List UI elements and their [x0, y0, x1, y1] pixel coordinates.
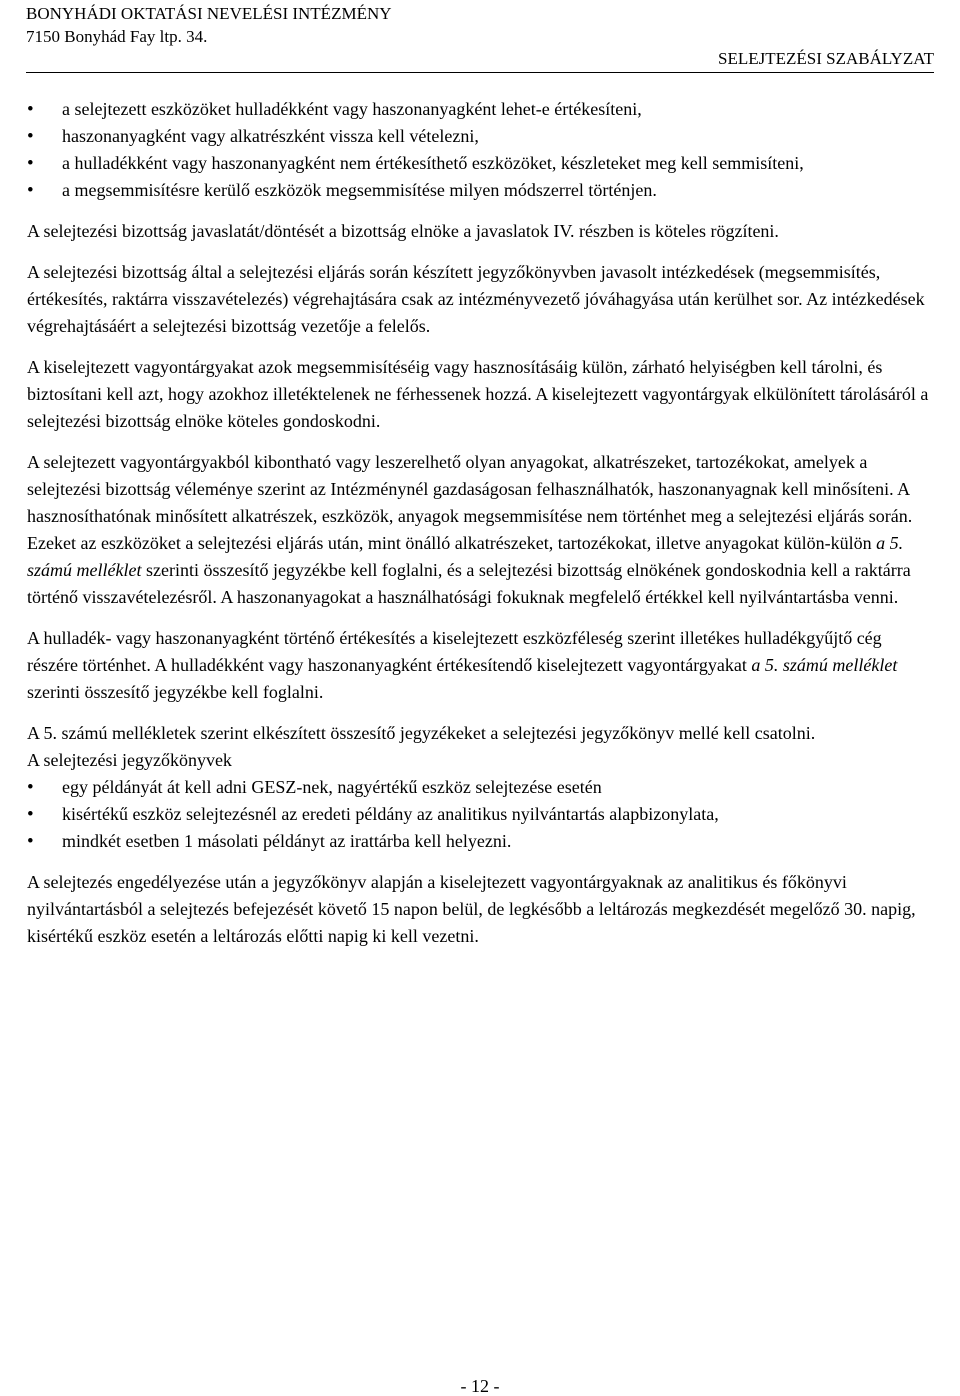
page-number: - 12 -	[460, 1376, 500, 1396]
paragraph-storage: A kiselejtezett vagyontárgyakat azok megsemmisítéséig vagy hasznosításáig külön, zárható helyiségben kell tárolni, és biztosítani kell azt, hogy azokhoz illetéktelenek ne férhessenek hozzá. A kiselejtezett vagyontárgyak elkülönített tárolásáról a selejtezési bizottság elnöke köteles gondoskodni.	[27, 357, 929, 431]
paragraph-sale-text-a: A hulladék- vagy haszonanyagként történő értékesítés a kiselejtezett eszközféleség szerint illetékes hulladékgyűjtő cég részére történhet. A hulladékként vagy haszonanyagként értékesítendő kiselejtezett vagyontárgyakat	[27, 628, 882, 675]
header-address: 7150 Bonyhád Fay ltp. 34.	[26, 27, 208, 46]
header-document-title: SELEJTEZÉSI SZABÁLYZAT	[718, 49, 934, 68]
paragraph-deregistration: A selejtezés engedélyezése után a jegyzőkönyv alapján a kiselejtezett vagyontárgyaknak az analitikus és főkönyvi nyilvántartásból a selejtezés befejezését követő 15 napon belül, de legkésőbb a leltározás megkezdését megelőző 30. napig, kisértékű eszköz esetén a leltározás előtti napig ki kell vezetni.	[27, 872, 916, 946]
paragraph-salvage	[27, 449, 934, 611]
list-item: • mindkét esetben 1 másolati példányt az irattárba kell helyezni.	[27, 828, 934, 855]
list-item: • a selejtezett eszközöket hulladékként vagy haszonanyagként lehet-e értékesíteni,	[27, 96, 934, 123]
paragraph-annex-attach: A 5. számú mellékletek szerint elkészített összesítő jegyzékeket a selejtezési jegyzőkönyv mellé kell csatolni.	[27, 723, 816, 743]
paragraph-sale-text-b: szerinti összesítő jegyzékbe kell foglalni.	[27, 682, 324, 702]
document-body	[27, 96, 934, 950]
paragraph-measures: A selejtezési bizottság által a selejtezési eljárás során készített jegyzőkönyvben javasolt intézkedések (megsemmisítés, értékesítés, raktárra visszavételezés) végrehajtására csak az intézményvezető jóváhagyása után kerülhet sor. Az intézkedések végrehajtásáért a selejtezési bizottság vezetője a felelős.	[27, 262, 925, 336]
header-divider	[26, 72, 934, 73]
annex-reference: a 5. számú melléklet	[27, 533, 904, 580]
paragraph-salvage-text-b: szerinti összesítő jegyzékbe kell foglalni, és a selejtezési bizottság elnökének gondoskodnia kell a raktárra történő visszavételezésről. A haszonanyagokat a használhatósági fokuknak megfelelő értékkel kell nyilvántartásba venni.	[27, 560, 911, 607]
list-item: • kisértékű eszköz selejtezésnél az eredeti példány az analitikus nyilvántartás alapbizonylata,	[27, 801, 934, 828]
paragraph-salvage-text-a: A selejtezett vagyontárgyakból kibontható vagy leszerelhető olyan anyagokat, alkatrészeket, tartozékokat, amelyek a selejtezési bizottság véleménye szerint az Intézménynél gazdaságosan felhasználhatók, haszonanyagnak kell minősíteni. A hasznosíthatónak minősített alkatrészek, eszközök, anyagok megsemmisítése nem történhet meg a selejtezési eljárás során. Ezeket az eszközöket a selejtezési eljárás után, mint önálló alkatrészeket, tartozékokat, illetve anyagokat külön-külön	[27, 452, 913, 553]
list-item: • haszonanyagként vagy alkatrészként vissza kell vételezni,	[27, 123, 934, 150]
header-organization: BONYHÁDI OKTATÁSI NEVELÉSI INTÉZMÉNY	[26, 4, 392, 23]
paragraph-sale	[27, 625, 934, 706]
bullet-list-decisions	[27, 96, 934, 204]
list-item: • a hulladékként vagy haszonanyagként nem értékesíthető eszközöket, készleteket meg kell semmisíteni,	[27, 150, 934, 177]
paragraph-minutes-heading: A selejtezési jegyzőkönyvek	[27, 750, 232, 770]
paragraph-committee-proposal: A selejtezési bizottság javaslatát/döntését a bizottság elnöke a javaslatok IV. részben is köteles rögzíteni.	[27, 221, 779, 241]
annex-reference: a 5. számú melléklet	[751, 655, 898, 675]
list-item: • a megsemmisítésre kerülő eszközök megsemmisítése milyen módszerrel történjen.	[27, 177, 934, 204]
bullet-list-minutes	[27, 774, 934, 855]
list-item: • egy példányát át kell adni GESZ-nek, nagyértékű eszköz selejtezése esetén	[27, 774, 934, 801]
